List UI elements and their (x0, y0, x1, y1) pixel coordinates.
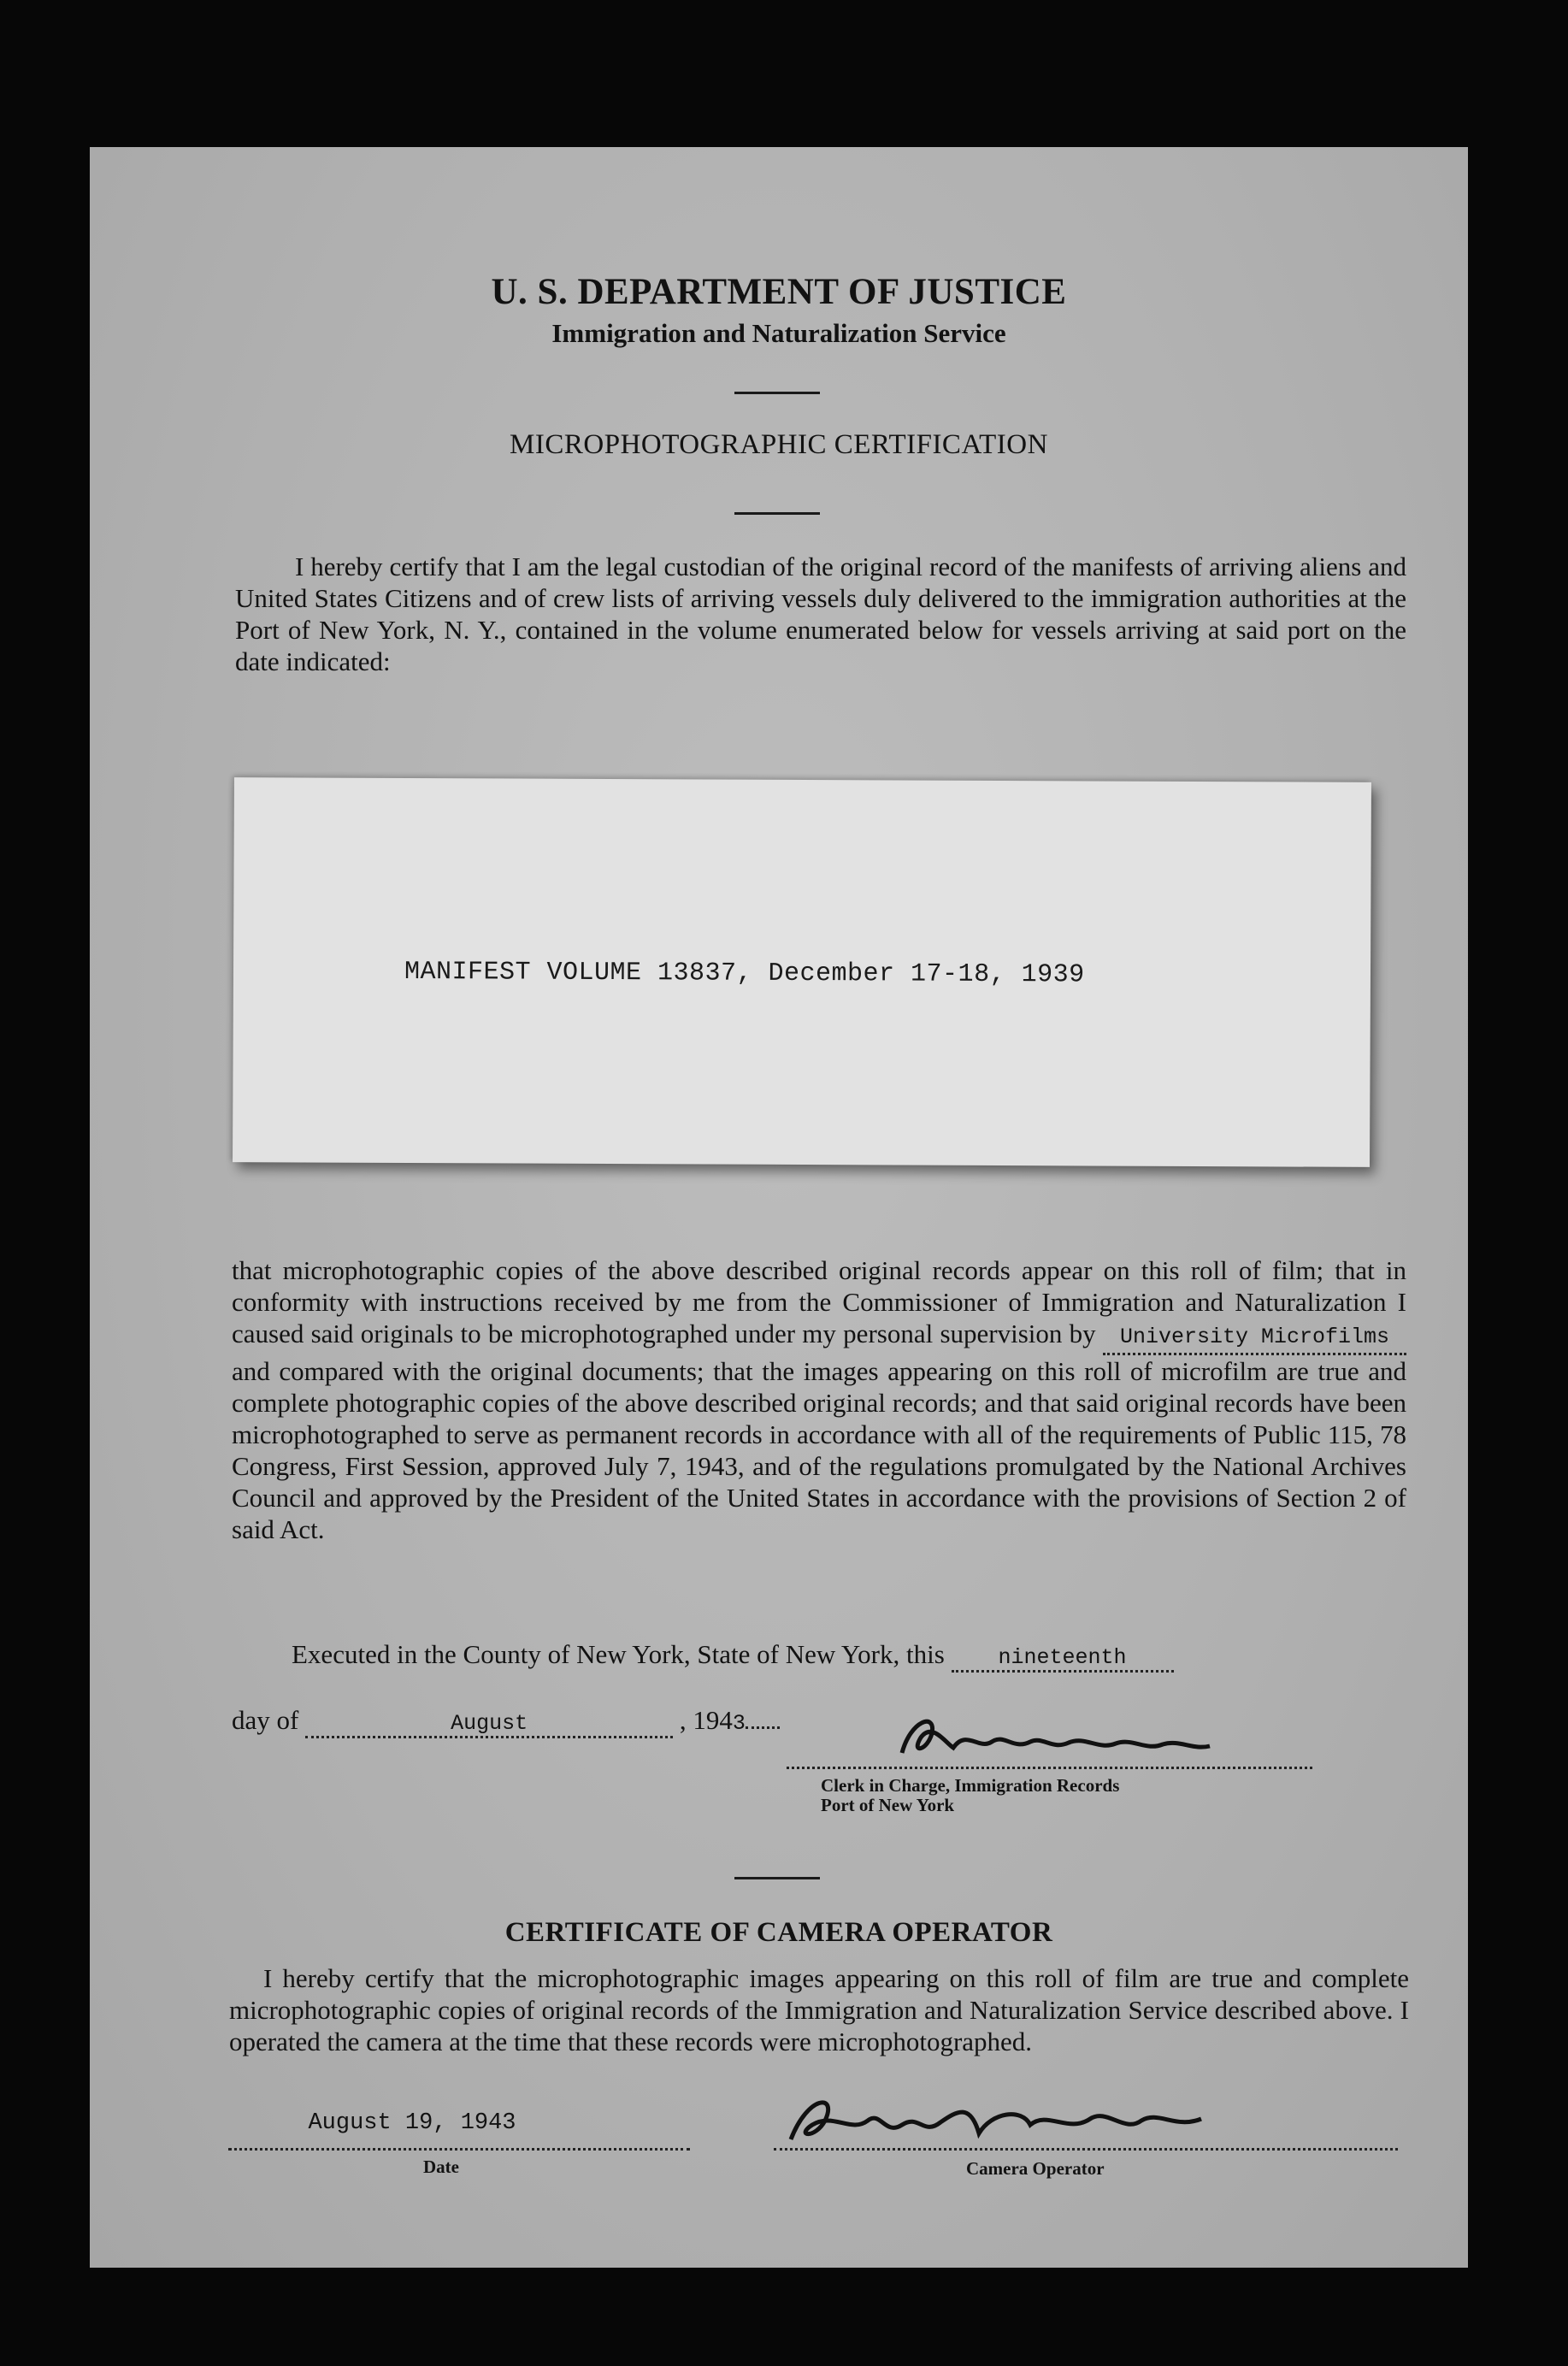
operator-signature-line (774, 2114, 1398, 2151)
clerk-title (821, 1776, 1119, 1815)
executed-month: August (305, 1711, 673, 1738)
date-label: Date (423, 2157, 459, 2177)
divider-bottom (734, 1877, 820, 1879)
volume-slip (233, 777, 1371, 1167)
operator-label: Camera Operator (966, 2158, 1105, 2179)
camera-date-value: August 19, 1943 (308, 2110, 516, 2136)
executed-day: nineteenth (952, 1645, 1174, 1673)
film-paragraph-start: that microphotographic copies of the above described original records appear on this roll of film; that in conformity with instructions received by me from the Commissioner of Immigration and Naturalization I caused said originals to be microphotographed under my personal supervision by (232, 1255, 1406, 1348)
year-prefix: , 194 (679, 1705, 733, 1735)
film-paragraph (232, 1254, 1406, 1545)
camera-paragraph: I hereby certify that the microphotographic images appearing on this roll of film are true and complete microphotographic copies of original records of the Immigration and Naturalization Service described above. I operated the camera at the time that these records were microphotographed. (229, 1963, 1409, 2056)
divider-top (734, 392, 820, 394)
department-title: U. S. DEPARTMENT OF JUSTICE (491, 272, 1067, 312)
certification-heading: MICROPHOTOGRAPHIC CERTIFICATION (510, 429, 1048, 460)
filmed-by-value: University Microfilms (1103, 1321, 1406, 1355)
day-of-label: day of (232, 1705, 299, 1735)
service-subtitle: Immigration and Naturalization Service (551, 318, 1006, 348)
certificate-page (90, 147, 1468, 2268)
clerk-signature (885, 1703, 1329, 1772)
clerk-title-line2: Port of New York (821, 1795, 955, 1815)
year-dots (746, 1726, 780, 1729)
camera-heading: CERTIFICATE OF CAMERA OPERATOR (504, 1917, 1053, 1948)
executed-text: Executed in the County of New York, State of New York, this (292, 1639, 945, 1669)
custodian-paragraph: I hereby certify that I am the legal custodian of the original record of the manifests of arriving aliens and United States Citizens and of crew lists of arriving vessels duly delivered to the immigration authorities at the Port of New York, N. Y., contained in the volume enumerated below for vessels arriving at said port on the date indicated: (235, 552, 1406, 676)
clerk-title-line1: Clerk in Charge, Immigration Records (821, 1775, 1120, 1796)
year-suffix: 3 (732, 1711, 746, 1736)
volume-slip-text: MANIFEST VOLUME 13837, December 17-18, 1939 (404, 957, 1085, 990)
film-paragraph-end: and compared with the original documents; that the images appearing on this roll of microfilm are true and complete photographic copies of the above described original records; and that said original records have been microphotographed to serve as permanent records in accordance with all of the requirements of Public 115, 78 Congress, First Session, approved July 7, 1943, and of the regulations promulgated by the National Archives Council and approved by the President of the United States in accordance with the provisions of Section 2 of said Act. (232, 1356, 1406, 1544)
divider-middle (734, 512, 820, 515)
executed-line (232, 1639, 1412, 1673)
clerk-signature-line (787, 1765, 1312, 1769)
